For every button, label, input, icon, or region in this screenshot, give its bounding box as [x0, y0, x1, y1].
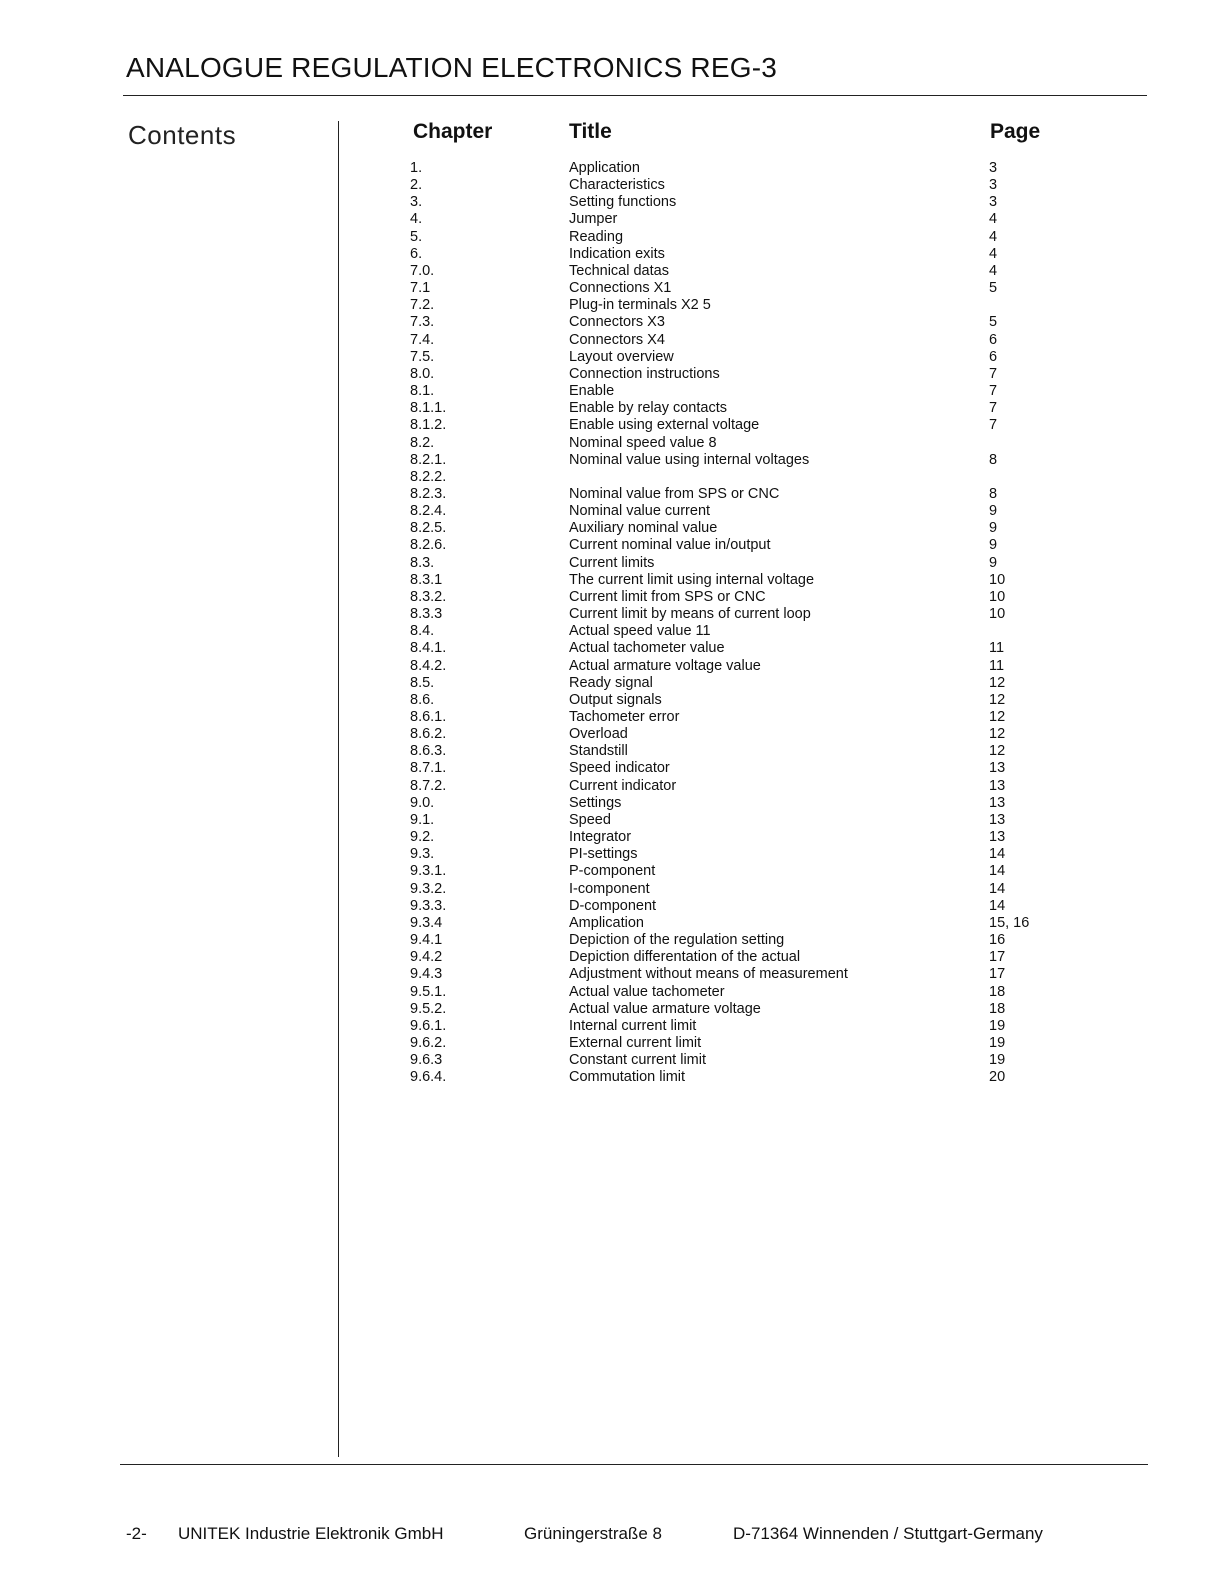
toc-page-number: 4 [989, 245, 998, 262]
toc-chapter-number: 9.6.4. [410, 1069, 447, 1086]
toc-chapter-number: 8.3.2. [410, 588, 447, 605]
toc-page-number: 3 [989, 160, 998, 176]
toc-title: Indication exits [569, 245, 665, 262]
toc-chapter-number: 9.5.2. [410, 1000, 447, 1017]
toc-page-number: 12 [989, 691, 1006, 708]
toc-title: External current limit [569, 1034, 702, 1051]
toc-chapter-number: 8.5. [410, 674, 435, 691]
toc-row [0, 606, 1224, 623]
toc-row [0, 760, 1224, 777]
toc-row [0, 658, 1224, 675]
toc-page-number: 14 [989, 880, 1006, 897]
toc-title: Reading [569, 228, 624, 245]
column-header-page: Page [990, 120, 1041, 143]
toc-page-number: 18 [989, 1000, 1006, 1017]
toc-row [0, 726, 1224, 743]
toc-page-number: 9 [989, 503, 998, 520]
toc-chapter-number: 8.3.1 [410, 571, 443, 588]
toc-title: Enable by relay contacts [569, 400, 727, 417]
toc-chapter-number: 9.5.1. [410, 983, 447, 1000]
toc-title: D-component [569, 897, 657, 914]
toc-title: Characteristics [569, 177, 665, 194]
toc-chapter-number: 9.3. [410, 846, 435, 863]
toc-page-number: 9 [989, 537, 998, 554]
toc-page-number: 10 [989, 571, 1006, 588]
toc-row [0, 280, 1224, 297]
toc-row [0, 881, 1224, 898]
toc-page-number: 4 [989, 262, 998, 279]
toc-row [0, 1001, 1224, 1018]
toc-title: Technical datas [569, 262, 669, 279]
toc-row [0, 623, 1224, 640]
toc-chapter-number: 8.2.3. [410, 485, 447, 502]
toc-chapter-number: 8.6.1. [410, 709, 447, 725]
toc-title: The current limit using internal voltage [569, 571, 815, 588]
toc-chapter-number: 3. [410, 194, 423, 211]
toc-row [0, 314, 1224, 331]
toc-page-number: 13 [989, 811, 1006, 828]
toc-page-number: 10 [989, 606, 1006, 623]
toc-row [0, 1035, 1224, 1052]
toc-chapter-number: 7.4. [410, 331, 435, 348]
footer-city: D-71364 Winnenden / Stuttgart-Germany [733, 1524, 1043, 1543]
toc-title: Current limit from SPS or CNC [569, 588, 766, 605]
toc-title: Actual value armature voltage [569, 1000, 761, 1017]
toc-row [0, 984, 1224, 1001]
toc-page-number: 12 [989, 709, 1006, 725]
toc-row [0, 743, 1224, 760]
toc-title: Actual tachometer value [569, 640, 725, 657]
toc-page-number: 5 [989, 314, 998, 331]
toc-title: Standstill [569, 743, 628, 760]
toc-chapter-number: 8.4. [410, 623, 435, 640]
toc-chapter-number: 9.3.2. [410, 880, 447, 897]
toc-row [0, 812, 1224, 829]
toc-page-number: 17 [989, 949, 1006, 966]
toc-title: Current limits [569, 554, 655, 571]
toc-page-number: 13 [989, 829, 1006, 846]
toc-chapter-number: 8.1.2. [410, 417, 447, 434]
toc-row [0, 795, 1224, 812]
toc-row [0, 452, 1224, 469]
toc-page-number: 13 [989, 777, 1006, 794]
toc-page-number: 16 [989, 932, 1006, 949]
toc-title: Ready signal [569, 674, 653, 691]
toc-page-number: 10 [989, 588, 1006, 605]
toc-page-number: 17 [989, 966, 1006, 983]
toc-row [0, 555, 1224, 572]
toc-row [0, 709, 1224, 726]
toc-chapter-number: 8.1.1. [410, 400, 447, 417]
footer-street: Grüningerstraße 8 [524, 1524, 662, 1543]
toc-page-number: 7 [989, 383, 998, 400]
toc-row [0, 589, 1224, 606]
toc-page-number: 13 [989, 760, 1006, 777]
toc-page-number: 20 [989, 1069, 1006, 1086]
toc-title: Nominal value from SPS or CNC [569, 485, 780, 502]
toc-row [0, 1018, 1224, 1035]
toc-chapter-number: 5. [410, 228, 423, 245]
toc-page-number: 6 [989, 331, 998, 348]
toc-row [0, 829, 1224, 846]
toc-row [0, 383, 1224, 400]
toc-title: Enable [569, 383, 615, 400]
toc-chapter-number: 7.1 [410, 280, 431, 297]
toc-row [0, 177, 1224, 194]
toc-title: Output signals [569, 691, 662, 708]
toc-row [0, 640, 1224, 657]
toc-chapter-number: 8.2.1. [410, 451, 447, 468]
toc-page-number: 3 [989, 194, 998, 211]
toc-row [0, 435, 1224, 452]
toc-page-number: 14 [989, 846, 1006, 863]
toc-chapter-number: 9.4.1 [410, 932, 443, 949]
toc-chapter-number: 8.7.1. [410, 760, 447, 777]
toc-chapter-number: 7.5. [410, 348, 435, 365]
toc-title: Current nominal value in/output [569, 537, 771, 554]
document-title: ANALOGUE REGULATION ELECTRONICS REG-3 [126, 52, 778, 83]
toc-page-number: 9 [989, 520, 998, 537]
toc-chapter-number: 8.2.6. [410, 537, 447, 554]
toc-row [0, 932, 1224, 949]
toc-page-number: 12 [989, 726, 1006, 743]
toc-chapter-number: 9.2. [410, 829, 435, 846]
toc-title: Layout overview [569, 348, 674, 365]
toc-page-number: 6 [989, 348, 998, 365]
toc-title: Amplication [569, 914, 644, 931]
toc-row [0, 417, 1224, 434]
toc-title: Depiction of the regulation setting [569, 932, 785, 949]
toc-title: Internal current limit [569, 1017, 697, 1034]
toc-title: Commutation limit [569, 1069, 686, 1086]
toc-row [0, 211, 1224, 228]
toc-row [0, 863, 1224, 880]
toc-row [0, 1069, 1224, 1086]
toc-row [0, 486, 1224, 503]
toc-page-number: 18 [989, 983, 1006, 1000]
toc-chapter-number: 8.6.3. [410, 743, 447, 760]
toc-title: Connections X1 [569, 280, 672, 297]
toc-row [0, 675, 1224, 692]
toc-row [0, 366, 1224, 383]
toc-title: Integrator [569, 829, 632, 846]
toc-row [0, 692, 1224, 709]
toc-page-number: 12 [989, 743, 1006, 760]
toc-chapter-number: 9.6.3 [410, 1052, 443, 1069]
toc-row [0, 400, 1224, 417]
toc-row [0, 194, 1224, 211]
toc-chapter-number: 7.2. [410, 297, 435, 314]
toc-page-number: 12 [989, 674, 1006, 691]
toc-chapter-number: 8.3.3 [410, 606, 443, 623]
toc-title: Enable using external voltage [569, 417, 760, 434]
toc-row [0, 332, 1224, 349]
toc-row [0, 572, 1224, 589]
toc-row [0, 503, 1224, 520]
toc-title: Current indicator [569, 777, 677, 794]
toc-chapter-number: 8.2.2. [410, 468, 447, 485]
toc-title: I-component [569, 880, 650, 897]
section-label: Contents [128, 120, 237, 150]
toc-page-number: 15, 16 [989, 914, 1030, 931]
toc-page-number: 8 [989, 451, 998, 468]
toc-page-number: 3 [989, 177, 998, 194]
toc-page-number: 4 [989, 228, 998, 245]
toc-title: Settings [569, 794, 622, 811]
toc-row [0, 297, 1224, 314]
toc-chapter-number: 9.6.2. [410, 1034, 447, 1051]
toc-title: Constant current limit [569, 1052, 706, 1069]
toc-title: Jumper [569, 211, 618, 228]
toc-title: Overload [569, 726, 628, 743]
toc-row [0, 537, 1224, 554]
toc-title: Depiction differentation of the actual [569, 949, 801, 966]
footer-divider [120, 1464, 1148, 1465]
toc-chapter-number: 8.1. [410, 383, 435, 400]
toc-chapter-number: 9.1. [410, 811, 435, 828]
toc-chapter-number: 8.2.4. [410, 503, 447, 520]
toc-row [0, 469, 1224, 486]
toc-chapter-number: 8.7.2. [410, 777, 447, 794]
toc-page-number: 5 [989, 280, 998, 297]
toc-chapter-number: 9.4.2 [410, 949, 443, 966]
toc-row [0, 160, 1224, 177]
toc-row [0, 846, 1224, 863]
toc-title: Actual value tachometer [569, 983, 725, 1000]
toc-title: Current limit by means of current loop [569, 606, 811, 623]
toc-chapter-number: 9.3.3. [410, 897, 447, 914]
toc-chapter-number: 6. [410, 245, 423, 262]
column-header-title: Title [569, 120, 612, 143]
toc-row [0, 1052, 1224, 1069]
toc-page-number: 9 [989, 554, 998, 571]
toc-page-number: 14 [989, 897, 1006, 914]
toc-row [0, 520, 1224, 537]
toc-chapter-number: 1. [410, 160, 423, 176]
toc-title: Speed [569, 811, 611, 828]
toc-page-number: 11 [989, 657, 1005, 674]
toc-title: Nominal speed value 8 [569, 434, 717, 451]
toc-title: PI-settings [569, 846, 638, 863]
toc-chapter-number: 7.0. [410, 262, 435, 279]
toc-title: Connection instructions [569, 365, 720, 382]
toc-title: Speed indicator [569, 760, 670, 777]
toc-chapter-number: 7.3. [410, 314, 435, 331]
toc-page-number: 19 [989, 1034, 1006, 1051]
toc-chapter-number: 9.3.1. [410, 863, 447, 880]
toc-row [0, 263, 1224, 280]
toc-page-number: 14 [989, 863, 1006, 880]
toc-page-number: 11 [989, 640, 1005, 657]
toc-page-number: 13 [989, 794, 1006, 811]
footer-company: UNITEK Industrie Elektronik GmbH [178, 1524, 444, 1543]
toc-page-number: 7 [989, 400, 998, 417]
toc-page-number: 8 [989, 485, 998, 502]
toc-title: Auxiliary nominal value [569, 520, 718, 537]
toc-row [0, 349, 1224, 366]
toc-chapter-number: 9.4.3 [410, 966, 443, 983]
toc-page-number: 7 [989, 365, 998, 382]
toc-title: Actual speed value 11 [569, 623, 711, 640]
toc-chapter-number: 8.4.1. [410, 640, 447, 657]
toc-chapter-number: 8.6. [410, 691, 435, 708]
header-divider [123, 95, 1147, 96]
toc-chapter-number: 2. [410, 177, 423, 194]
toc-page-number: 7 [989, 417, 998, 434]
toc-row [0, 778, 1224, 795]
toc-title: Application [569, 160, 640, 176]
toc-chapter-number: 8.3. [410, 554, 435, 571]
toc-page-number: 19 [989, 1052, 1006, 1069]
toc-page-number: 19 [989, 1017, 1006, 1034]
toc-chapter-number: 8.2.5. [410, 520, 447, 537]
toc-title: Tachometer error [569, 709, 680, 725]
toc-chapter-number: 9.0. [410, 794, 435, 811]
toc-title: Nominal value current [569, 503, 711, 520]
toc-row [0, 966, 1224, 983]
toc-title: Connectors X3 [569, 314, 665, 331]
toc-chapter-number: 8.6.2. [410, 726, 447, 743]
toc-chapter-number: 9.6.1. [410, 1017, 447, 1034]
toc-row [0, 246, 1224, 263]
toc-title: Setting functions [569, 194, 677, 211]
toc-chapter-number: 4. [410, 211, 423, 228]
toc-chapter-number: 8.2. [410, 434, 435, 451]
toc-title: Plug-in terminals X2 5 [569, 297, 711, 314]
toc-row [0, 229, 1224, 246]
toc-chapter-number: 9.3.4 [410, 914, 443, 931]
toc-page-number: 4 [989, 211, 998, 228]
table-of-contents [0, 160, 1224, 1086]
toc-row [0, 898, 1224, 915]
toc-title: P-component [569, 863, 656, 880]
toc-row [0, 949, 1224, 966]
toc-title: Actual armature voltage value [569, 657, 761, 674]
footer-page-number: -2- [126, 1524, 147, 1543]
column-header-chapter: Chapter [413, 120, 493, 143]
toc-title: Nominal value using internal voltages [569, 451, 810, 468]
toc-title: Adjustment without means of measurement [569, 966, 848, 983]
toc-row [0, 915, 1224, 932]
toc-title: Connectors X4 [569, 331, 665, 348]
toc-chapter-number: 8.0. [410, 365, 435, 382]
toc-chapter-number: 8.4.2. [410, 657, 447, 674]
